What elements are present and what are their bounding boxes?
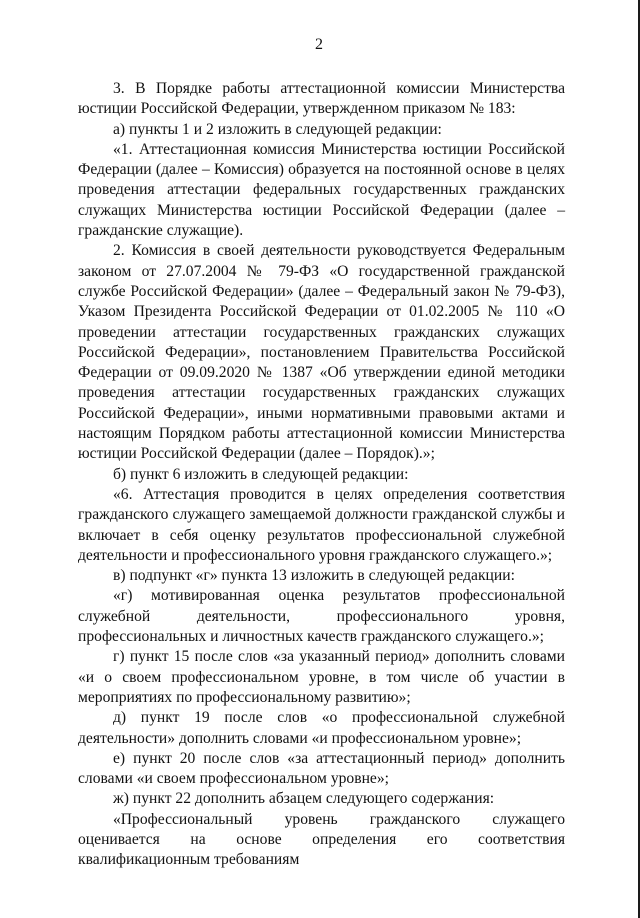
paragraph: б) пункт 6 изложить в следующей редакции:	[113, 465, 409, 483]
paragraph: «6. Аттестация проводится в целях определения соответствия гражданского служащего замещаемой должности гражданской службы и включает в себя оценку результатов профессиональной служебной деятельности и профессионального уровня гражданского служащего.»;	[78, 485, 565, 564]
paragraph: «1. Аттестационная комиссия Министерства юстиции Российской Федерации (далее – Комиссия) образуется на постоянной основе в целях проведения аттестации федеральных государственных гражданских служащих Министерства юстиции Российской Федерации (далее – гражданские служащие).	[78, 140, 565, 240]
page-number: 2	[315, 36, 323, 53]
paragraph: г) пункт 15 после слов «за указанный период» дополнить словами «и о своем профессиональном уровне, в том числе об участии в мероприятиях по профессиональному развитию»;	[78, 648, 565, 706]
paragraph: в) подпункт «г» пункта 13 изложить в следующей редакции:	[113, 567, 515, 585]
paragraph: 2. Комиссия в своей деятельности руководствуется Федеральным законом от 27.07.2004 № 79-ФЗ «О государственной гражданской службе Российской Федерации» (далее – Федеральный закон № 79-ФЗ), Указом Президента Российской Федерации от 01.02.2005 № 110 «О проведении аттестации государственных гражданских служащих Российской Федерации», постановлением Правительства Российской Федерации от 09.09.2020 № 1387 «Об утверждении единой методики проведения аттестации государственных гражданских служащих Российской Федерации», иными нормативными правовыми актами и настоящим Порядком работы аттестационной комиссии Министерства юстиции Российской Федерации (далее – Порядок).»;	[78, 242, 565, 463]
paragraph: е) пункт 20 после слов «за аттестационный период» дополнить словами «и своем профессиональном уровне»;	[78, 749, 565, 788]
paragraph: «г) мотивированная оценка результатов профессиональной служебной деятельности, профессионального уровня, профессиональных и личностных качеств гражданского служащего.»;	[78, 587, 565, 646]
paragraph: д) пункт 19 после слов «о профессиональной служебной деятельности» дополнить словами «и профессиональном уровне»;	[78, 709, 565, 747]
paragraph: «Профессиональный уровень гражданского служащего оценивается на основе определения его соответствия квалификационным требованиям	[78, 810, 565, 869]
document-body	[78, 79, 565, 871]
paragraph: а) пункты 1 и 2 изложить в следующей редакции:	[113, 120, 442, 138]
paragraph: ж) пункт 22 дополнить абзацем следующего содержания:	[113, 790, 495, 808]
paragraph: 3. В Порядке работы аттестационной комиссии Министерства юстиции Российской Федерации, утвержденном приказом № 183:	[78, 80, 565, 118]
